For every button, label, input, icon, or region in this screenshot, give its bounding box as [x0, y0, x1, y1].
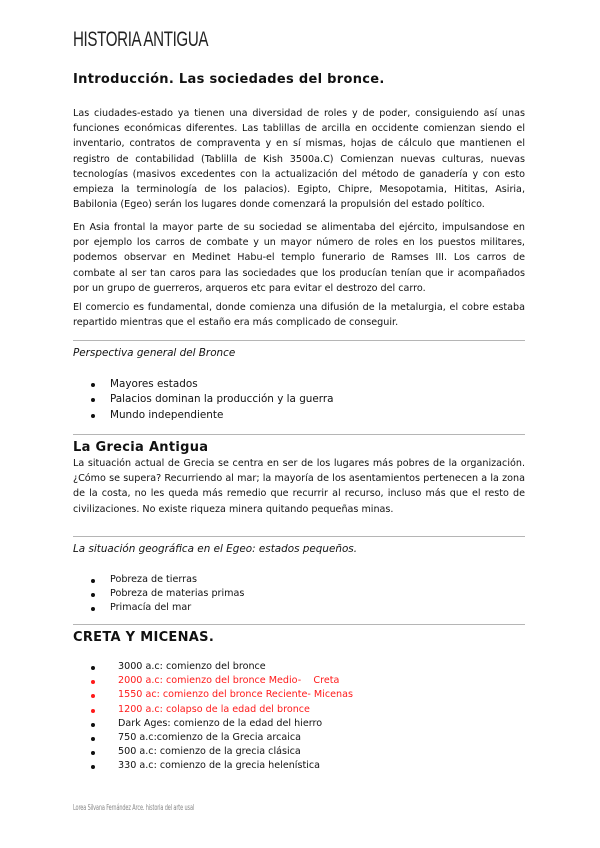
list-item: Primacía del mar [73, 601, 525, 615]
intro-heading: Introducción. Las sociedades del bronce. [73, 72, 385, 87]
timeline-item: 3000 a.c: comienzo del bronce [73, 660, 525, 674]
list-item: Pobreza de materias primas [73, 587, 525, 601]
intro-paragraph-1: Las ciudades-estado ya tienen una diversidad de roles y de poder, consiguiendo así unas funciones económicas diferentes. Las tablillas de arcilla en occidente comienzan siendo el inventario, contratos de compraventa y en sí mismas, hojas de cálculo que mantienen el registro de contabilidad (Tablilla de Kish 3500a.C) Comienzan nuevas culturas, nuevas tecnologías (masivos excedentes con la actualización del método de ganadería y con esto empieza la terminología de los palacios). Egipto, Chipre, Mesopotamia, Hititas, Asiria, Babilonia (Egeo) serán los lugares donde comenzará la propulsión del estado político. [73, 108, 525, 211]
divider [73, 536, 525, 537]
bronce-subtitle: Perspectiva general del Bronce [73, 347, 236, 359]
intro-paragraph-3: El comercio es fundamental, donde comienza una difusión de la metalurgia, el cobre estaba repartido mientras que el estaño era más complicado de conseguir. [73, 302, 525, 329]
list-item: Pobreza de tierras [73, 573, 525, 587]
timeline-item: 2000 a.c: comienzo del bronce Medio- Creta [73, 674, 525, 688]
creta-heading: CRETA Y MICENAS. [73, 630, 215, 645]
divider [73, 434, 525, 435]
document-title: HISTORIA ANTIGUA [73, 28, 209, 51]
list-item: Mundo independiente [73, 408, 525, 423]
grecia-paragraph: La situación actual de Grecia se centra en ser de los lugares más pobres de la organización. ¿Cómo se supera? Recurriendo al mar; la mayoría de los asentamientos pertenecen a la zona de la costa, no les queda más remedio que recurrir al recurso, incluso más que el resto de civilizaciones. No existe riqueza minera quitando pequeñas minas. [73, 458, 525, 515]
divider [73, 340, 525, 341]
list-item: Palacios dominan la producción y la guerra [73, 392, 525, 407]
grecia-subtitle: La situación geográfica en el Egeo: estados pequeños. [73, 543, 358, 555]
grecia-list [73, 573, 525, 616]
timeline-item: 330 a.c: comienzo de la grecia helenística [73, 759, 525, 773]
timeline-item: Dark Ages: comienzo de la edad del hierro [73, 717, 525, 731]
timeline-item: 1200 a.c: colapso de la edad del bronce [73, 703, 525, 717]
timeline-item: 750 a.c:comienzo de la Grecia arcaica [73, 731, 525, 745]
intro-paragraph-2: En Asia frontal la mayor parte de su sociedad se alimentaba del ejército, impulsandose en por ejemplo los carros de combate y un mayor número de roles en los puestos militares, podemos observar en Medinet Habu-el templo funerario de Ramses III. Los carros de combate al ser tan caros para las sociedades que los producían tenían que ir acompañados por un grupo de guerreros, arqueros etc para evitar el destrozo del carro. [73, 222, 525, 294]
bronce-list [73, 377, 525, 423]
list-item: Mayores estados [73, 377, 525, 392]
timeline-item: 1550 ac: comienzo del bronce Reciente- Micenas [73, 688, 525, 702]
grecia-heading: La Grecia Antigua [73, 440, 209, 455]
creta-timeline-list [73, 660, 525, 774]
footer-author: Lorea Silvana Fernández Arce. historia del arte usal [73, 803, 195, 812]
divider [73, 624, 525, 625]
timeline-item: 500 a.c: comienzo de la grecia clásica [73, 745, 525, 759]
